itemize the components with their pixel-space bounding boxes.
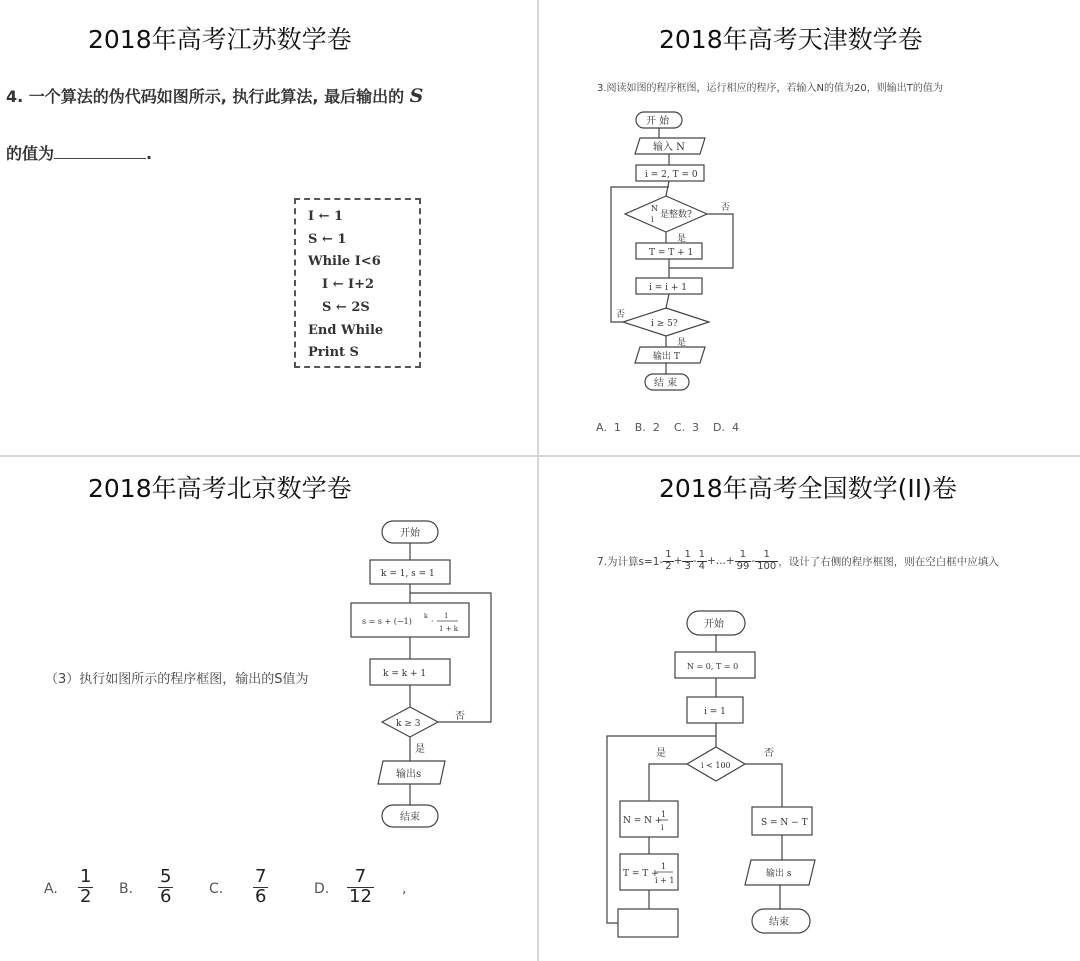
fraction-den: 99 bbox=[736, 560, 750, 572]
option-letter: B. bbox=[119, 881, 134, 897]
flow-text: N = 0, T = 0 bbox=[687, 662, 739, 671]
question-prefix: 7.为计算s=1- bbox=[597, 555, 664, 568]
fraction-num: 1 bbox=[698, 549, 705, 560]
jiangsu-question bbox=[6, 84, 423, 107]
jiangsu-title: 2018年高考江苏数学卷 bbox=[88, 25, 352, 54]
flow-text: N bbox=[651, 204, 658, 213]
options-end: , bbox=[402, 881, 407, 897]
flow-text: 否 bbox=[721, 203, 731, 213]
code-line: End While bbox=[308, 322, 384, 338]
flow-text: 开始 bbox=[704, 619, 724, 630]
fraction-num: 1 bbox=[684, 549, 691, 560]
flow-text: 1 + k bbox=[439, 625, 459, 633]
code-line: S ← 2S bbox=[322, 299, 370, 315]
fraction-den: 2 bbox=[80, 885, 92, 907]
jiangsu-question-text2: 的值为 bbox=[6, 144, 55, 163]
question-sign: +...+ bbox=[707, 555, 735, 567]
flow-text: 否 bbox=[455, 711, 465, 722]
flow-text: 否 bbox=[616, 310, 626, 320]
question-suffix: ，设计了右侧的程序框图，则在空白框中应填入 bbox=[778, 555, 999, 568]
fraction-den: 6 bbox=[160, 885, 172, 907]
flow-text: i = 1 bbox=[704, 707, 726, 717]
fraction-den: 4 bbox=[698, 560, 705, 572]
flow-text: k bbox=[424, 613, 428, 620]
flow-text: 输出 s bbox=[766, 869, 792, 879]
option-letter: D. bbox=[314, 881, 330, 897]
flow-text: k = 1, s = 1 bbox=[381, 569, 435, 579]
fraction-den: 2 bbox=[665, 560, 672, 572]
fraction-den: 6 bbox=[255, 885, 267, 907]
flow-text: 是整数? bbox=[660, 210, 692, 220]
flow-text: 输入 N bbox=[653, 142, 685, 153]
flow-text: 结束 bbox=[400, 812, 420, 823]
flow-text: S = N − T bbox=[761, 818, 808, 828]
flow-text: 否 bbox=[764, 748, 774, 759]
code-line: I ← I+2 bbox=[322, 277, 375, 293]
tianjin-title: 2018年高考天津数学卷 bbox=[659, 25, 923, 54]
jiangsu-question-line2 bbox=[6, 141, 152, 164]
question-sign: + bbox=[673, 555, 683, 567]
option-letter: A. bbox=[44, 881, 58, 897]
option-a-fraction bbox=[78, 868, 93, 907]
blank-node bbox=[618, 909, 678, 937]
pseudocode bbox=[308, 206, 383, 365]
jiangsu-panel bbox=[0, 0, 537, 455]
flow-text: i bbox=[651, 215, 654, 224]
flow-text: 1 bbox=[661, 810, 667, 819]
flow-text: 结束 bbox=[769, 917, 789, 928]
code-line: I ← 1 bbox=[308, 209, 344, 224]
beijing-title: 2018年高考北京数学卷 bbox=[88, 474, 352, 503]
flow-text: 是 bbox=[656, 748, 666, 759]
tianjin-options: A. 1 B. 2 C. 3 D. 4 bbox=[596, 421, 739, 434]
flow-text: 开始 bbox=[400, 528, 420, 539]
flow-text: 开 始 bbox=[646, 116, 670, 127]
jiangsu-question-var: S bbox=[409, 85, 424, 107]
flow-text: k = k + 1 bbox=[383, 669, 427, 679]
fraction-num: 7 bbox=[255, 866, 267, 887]
flow-text: N = N + bbox=[623, 816, 663, 826]
question-sign: - bbox=[751, 555, 756, 567]
fraction-num: 1 bbox=[735, 550, 752, 562]
flow-text: 输出 T bbox=[653, 352, 680, 362]
flow-text: 输出s bbox=[396, 769, 422, 780]
answer-blank bbox=[54, 144, 146, 159]
flow-text: T = T + 1 bbox=[649, 248, 694, 258]
fraction-den: 12 bbox=[349, 885, 372, 907]
jiangsu-question-end: . bbox=[146, 144, 153, 163]
question-sign: - bbox=[692, 555, 697, 567]
fraction-num: 5 bbox=[160, 866, 172, 887]
flow-text: i < 100 bbox=[701, 761, 731, 770]
flow-text: 结 束 bbox=[654, 378, 678, 389]
fraction-num: 1 bbox=[80, 866, 92, 887]
beijing-options bbox=[44, 866, 407, 907]
flow-text: T = T + bbox=[623, 869, 659, 879]
flow-text: 1 bbox=[444, 612, 449, 620]
beijing-panel bbox=[0, 457, 537, 961]
flow-text: k ≥ 3 bbox=[396, 719, 421, 729]
flow-text: 是 bbox=[677, 338, 687, 348]
national-panel bbox=[539, 457, 1080, 961]
fraction-num: 1 bbox=[755, 550, 778, 562]
code-line: Print S bbox=[308, 345, 359, 361]
tianjin-question: 3.阅读如图的程序框图，运行相应的程序，若输入N的值为20，则输出T的值为 bbox=[597, 83, 943, 94]
national-flowchart bbox=[539, 457, 1080, 961]
option-d-fraction bbox=[347, 868, 374, 907]
jiangsu-question-text: 4. 一个算法的伪代码如图所示, 执行此算法, 最后输出的 bbox=[6, 87, 410, 106]
flow-text: 是 bbox=[415, 744, 425, 755]
fraction-den: 3 bbox=[684, 560, 691, 572]
option-c-fraction bbox=[253, 868, 268, 907]
national-title: 2018年高考全国数学(II)卷 bbox=[659, 474, 957, 503]
beijing-question: （3）执行如图所示的程序框图，输出的S值为 bbox=[45, 672, 309, 687]
option-letter: C. bbox=[209, 881, 224, 897]
fraction-num: 1 bbox=[665, 549, 672, 560]
svg-text:·: · bbox=[431, 617, 434, 626]
flow-text: i + 1 bbox=[655, 876, 675, 885]
fraction-den: 100 bbox=[757, 560, 777, 572]
option-b-fraction bbox=[158, 868, 173, 907]
tianjin-flowchart bbox=[539, 0, 1080, 455]
flow-text: 是 bbox=[677, 234, 687, 244]
code-line: While I<6 bbox=[308, 254, 381, 270]
flow-text: i = 2, T = 0 bbox=[645, 170, 698, 180]
flow-text: s = s + (−1) bbox=[362, 617, 412, 626]
flow-text: i bbox=[661, 823, 664, 832]
fraction-num: 7 bbox=[347, 868, 374, 888]
flow-text: i ≥ 5? bbox=[651, 319, 678, 329]
tianjin-panel bbox=[539, 0, 1080, 455]
code-line: S ← 1 bbox=[308, 231, 347, 247]
flow-text: 1 bbox=[661, 862, 667, 871]
flow-text: i = i + 1 bbox=[649, 283, 688, 293]
